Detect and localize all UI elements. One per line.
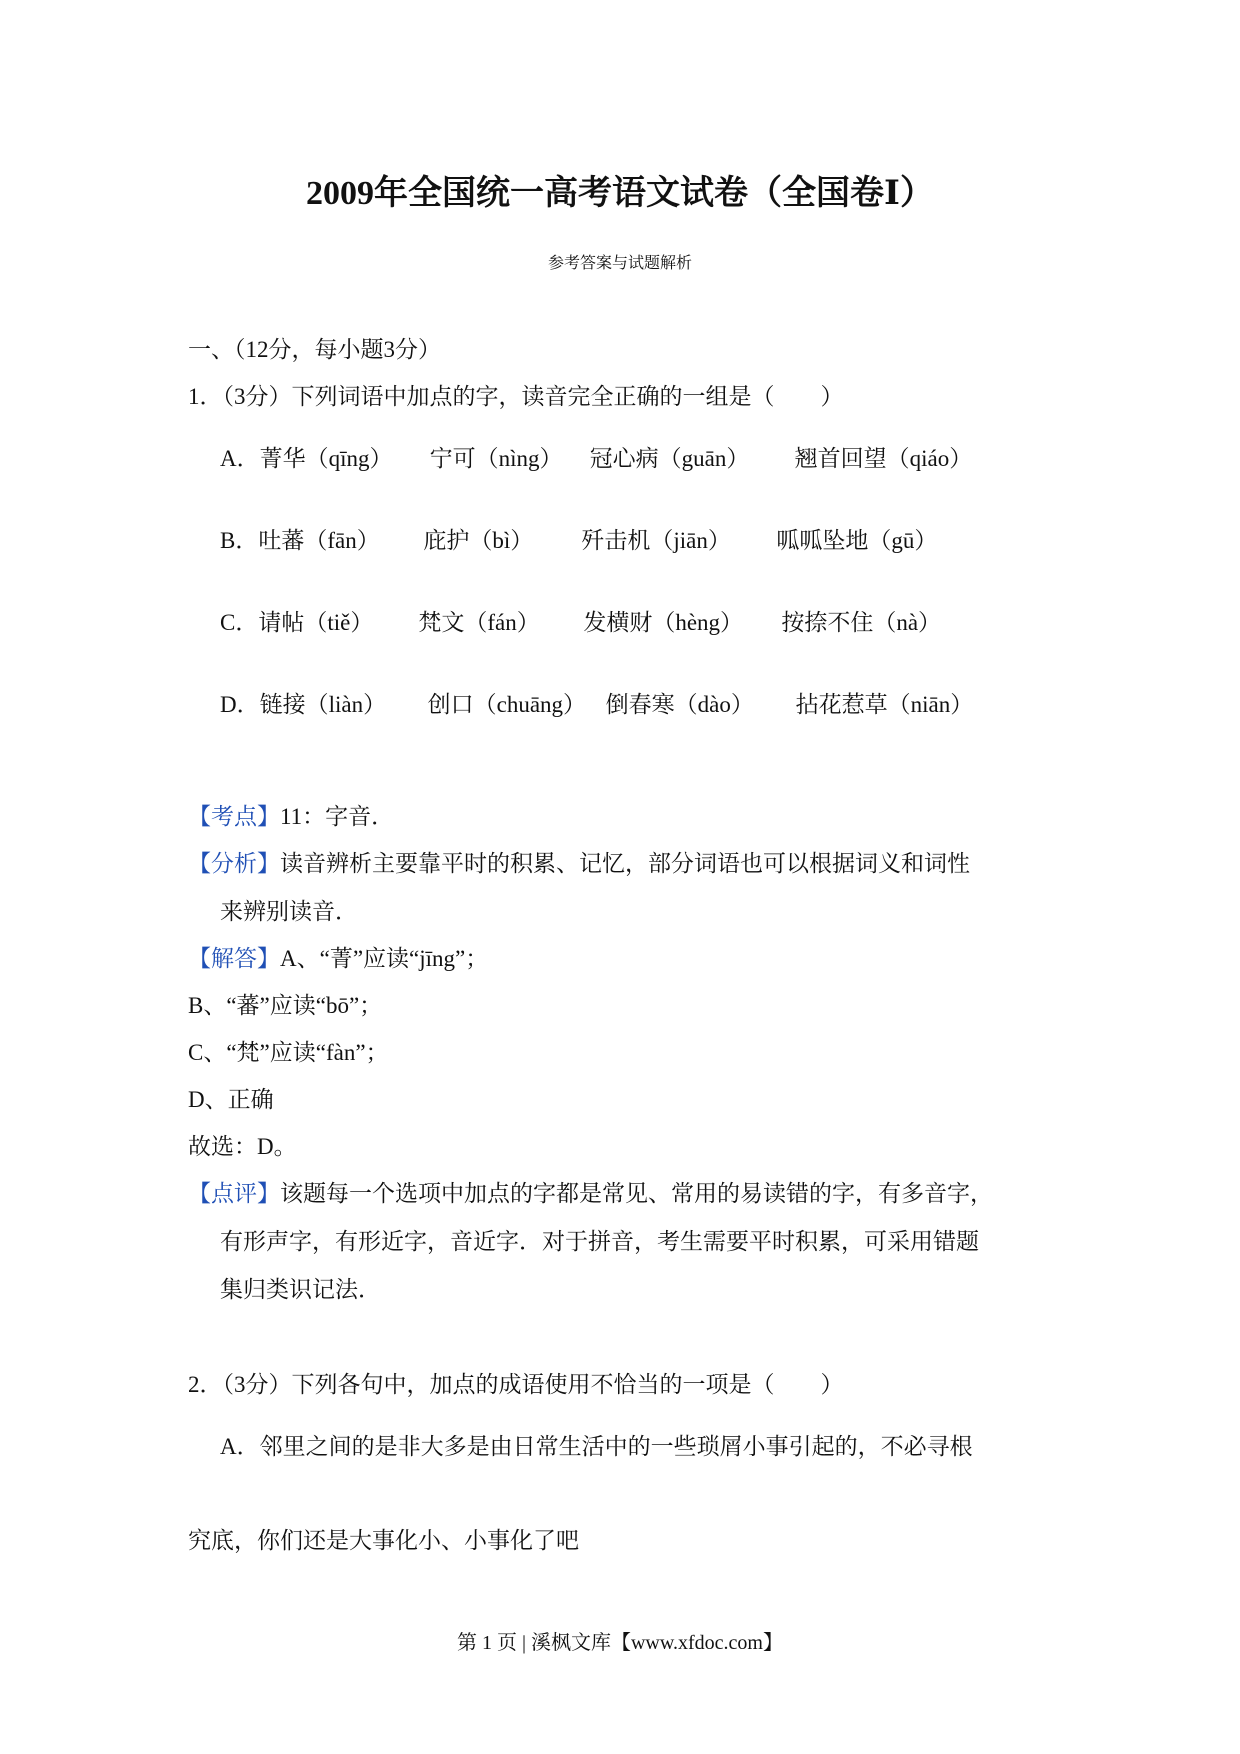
jieda-marker: 【解答】 <box>188 946 280 971</box>
option-item: 拈花惹草（niān） <box>795 692 974 717</box>
document-subtitle: 参考答案与试题解析 <box>547 255 692 272</box>
option-item: 吐蕃（fān） <box>258 528 380 553</box>
fenxi-line-2: 来辨别读音． <box>220 899 358 924</box>
question-2-option-a-line-2: 究底，你们还是大事化小、小事化了吧 <box>188 1528 579 1553</box>
kaodian-text: 11：字音． <box>280 804 395 829</box>
option-item: 梵文（fán） <box>418 610 540 635</box>
question-2-stem: 2．（3分）下列各句中，加点的成语使用不恰当的一项是（ ） <box>188 1372 844 1397</box>
option-item: 链接（liàn） <box>259 692 387 717</box>
option-item: 庇护（bì） <box>423 528 534 553</box>
dianping-line-3: 集归类识记法． <box>220 1277 381 1302</box>
question-2-option-a-line-1: A．邻里之间的是非大多是由日常生活中的一些琐屑小事引起的，不必寻根 <box>220 1434 973 1459</box>
question-1-option-b <box>220 524 937 558</box>
jieda-b: B、“蕃”应读“bō”； <box>188 993 383 1018</box>
option-item: 呱呱坠地（gū） <box>776 528 938 553</box>
option-item: 发横财（hèng） <box>583 610 744 635</box>
fenxi-line-1 <box>188 847 970 881</box>
option-item: 翘首回望（qiáo） <box>794 446 973 471</box>
jieda-d: D、正确 <box>188 1087 274 1112</box>
option-label: C． <box>220 610 259 635</box>
page-footer: 第 1 页 | 溪枫文库【www.xfdoc.com】 <box>456 1632 783 1654</box>
option-label: A． <box>220 446 260 471</box>
answer-line: 故选：D。 <box>188 1134 297 1159</box>
question-1-option-a <box>220 442 972 476</box>
jieda-c: C、“梵”应读“fàn”； <box>188 1040 389 1065</box>
kaodian-marker: 【考点】 <box>188 804 280 829</box>
jieda-text: A、“菁”应读“jīng”； <box>280 946 489 971</box>
question-1-option-d <box>220 688 973 722</box>
kaodian-line <box>188 800 394 834</box>
dianping-line-2: 有形声字，有形近字，音近字．对于拼音，考生需要平时积累，可采用错题 <box>220 1229 979 1254</box>
option-item: 创口（chuāng） <box>427 692 587 717</box>
option-item: 冠心病（guān） <box>589 446 750 471</box>
option-label: B． <box>220 528 259 553</box>
dianping-line-1 <box>188 1177 993 1211</box>
question-1-stem: 1．（3分）下列词语中加点的字，读音完全正确的一组是（ ） <box>188 384 844 409</box>
option-item: 宁可（nìng） <box>429 446 563 471</box>
option-label: D． <box>220 692 260 717</box>
fenxi-text: 读音辨析主要靠平时的积累、记忆，部分词语也可以根据词义和词性 <box>280 851 970 876</box>
section-heading: 一、（12分，每小题3分） <box>188 337 441 362</box>
option-item: 歼击机（jiān） <box>581 528 731 553</box>
option-item: 按捺不住（nà） <box>781 610 942 635</box>
jieda-line <box>188 942 488 976</box>
question-1-option-c <box>220 606 941 640</box>
dianping-marker: 【点评】 <box>188 1181 280 1206</box>
fenxi-marker: 【分析】 <box>188 851 280 876</box>
option-item: 倒春寒（dào） <box>605 692 754 717</box>
dianping-text: 该题每一个选项中加点的字都是常见、常用的易读错的字，有多音字， <box>280 1181 993 1206</box>
option-item: 菁华（qīng） <box>259 446 393 471</box>
option-item: 请帖（tiě） <box>258 610 374 635</box>
document-title: 2009年全国统一高考语文试卷（全国卷Ⅰ） <box>306 175 934 212</box>
